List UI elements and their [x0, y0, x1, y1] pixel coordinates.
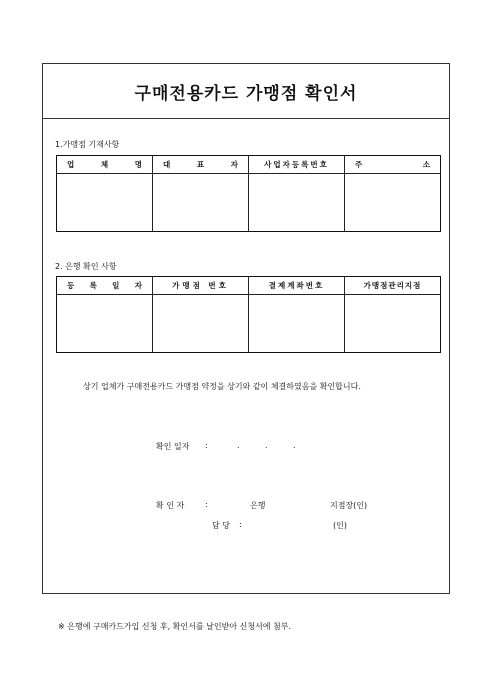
header-char: 주: [355, 160, 363, 169]
confirm-date-field[interactable]: . . .: [237, 441, 296, 450]
input-representative[interactable]: [153, 174, 249, 232]
header-representative: [153, 156, 249, 174]
input-registration-date[interactable]: [57, 295, 153, 353]
header-business-number: [249, 156, 345, 174]
merchant-info-table: [56, 155, 441, 232]
header-text: 가맹점관리지점: [363, 281, 422, 290]
statement-text: 상기 업체가 구매전용카드 가맹점 약정을 상기와 같이 체결하였음을 확인합니다.: [83, 382, 361, 391]
header-char: 표: [196, 160, 205, 169]
header-char: 일: [112, 281, 120, 290]
branch-manager-seal[interactable]: 지점장(인): [330, 501, 368, 510]
header-char: 체: [100, 160, 109, 169]
confirmer-colon: :: [205, 500, 208, 509]
header-char: 소: [422, 160, 430, 169]
bank-name-field[interactable]: 은행: [250, 501, 266, 510]
input-company-name[interactable]: [57, 174, 153, 232]
document-title: 구매전용카드 가맹점 확인서: [134, 83, 358, 104]
header-char: 록: [89, 281, 97, 290]
input-address[interactable]: [345, 174, 441, 232]
section2-label: 2. 은행 확인 사항: [55, 262, 117, 271]
input-managing-branch[interactable]: [345, 295, 441, 353]
header-char: 자: [230, 160, 238, 169]
header-text: 사업자등록번호: [264, 160, 329, 169]
manager-seal[interactable]: (인): [333, 521, 347, 530]
header-settlement-account: [249, 277, 345, 295]
header-text: 가맹점 번호: [172, 281, 229, 290]
header-merchant-number: [153, 277, 249, 295]
header-char: 대: [163, 160, 171, 169]
header-text: 결제계좌번호: [268, 281, 325, 290]
input-business-number[interactable]: [249, 174, 345, 232]
header-company-name: [57, 156, 153, 174]
confirmer-label: 확 인 자: [156, 501, 185, 510]
manager-label: 담 당: [212, 521, 230, 530]
input-merchant-number[interactable]: [153, 295, 249, 353]
header-char: 등: [67, 281, 75, 290]
confirm-date-colon: :: [205, 441, 208, 450]
section1-label: 1.가맹점 기재사항: [55, 140, 120, 149]
header-char: 명: [134, 160, 142, 169]
header-registration-date: [57, 277, 153, 295]
confirm-date-label: 확인 일자: [156, 442, 190, 451]
manager-colon: :: [239, 520, 242, 529]
bank-confirmation-table: [56, 276, 441, 353]
header-managing-branch: [345, 277, 441, 295]
certificate-frame: [42, 63, 450, 594]
input-settlement-account[interactable]: [249, 295, 345, 353]
footnote: ※ 은행에 구매카드가입 신청 후, 확인서를 날인받아 신청서에 첨부.: [58, 622, 292, 631]
header-char: 업: [67, 160, 75, 169]
header-char: 자: [134, 281, 142, 290]
title-row: [43, 64, 449, 119]
header-address: [345, 156, 441, 174]
